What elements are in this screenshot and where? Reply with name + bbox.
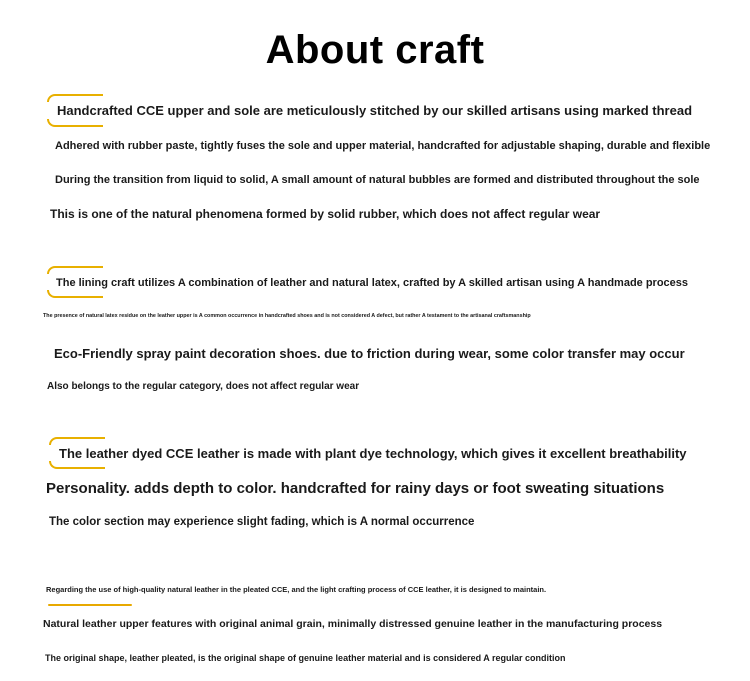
- accent-bracket-top: [47, 266, 103, 274]
- section-line: Personality. adds depth to color. handcrafted for rainy days or foot sweating situations: [46, 480, 665, 497]
- section-line: Eco-Friendly spray paint decoration shoes. due to friction during wear, some color transfer may occur: [54, 346, 685, 361]
- section-line: During the transition from liquid to solid, A small amount of natural bubbles are formed and distributed throughout the sole: [55, 174, 700, 186]
- section-heading: Regarding the use of high-quality natural leather in the pleated CCE, and the light crafting process of CCE leather, it is designed to maintain.: [46, 585, 547, 594]
- section-heading: The leather dyed CCE leather is made with plant dye technology, which gives it excellent breathability: [59, 446, 687, 461]
- section-line: Adhered with rubber paste, tightly fuses the sole and upper material, handcrafted for adjustable shaping, durable and flexible: [55, 140, 711, 152]
- section-line: Also belongs to the regular category, does not affect regular wear: [47, 381, 360, 392]
- accent-bracket-bottom: [49, 461, 105, 469]
- section-line: Natural leather upper features with original animal grain, minimally distressed genuine leather in the manufacturing process: [43, 618, 663, 630]
- accent-bracket-bottom: [47, 290, 103, 298]
- accent-bracket-bottom: [47, 119, 103, 127]
- accent-bracket-top: [49, 437, 105, 445]
- section-heading: Handcrafted CCE upper and sole are meticulously stitched by our skilled artisans using marked thread: [57, 103, 693, 118]
- section-line: The original shape, leather pleated, is the original shape of genuine leather material and is considered A regular condition: [45, 653, 566, 663]
- section-heading: The lining craft utilizes A combination of leather and natural latex, crafted by A skilled artisan using A handmade process: [56, 277, 689, 289]
- section-note: The presence of natural latex residue on the leather upper is A common occurrence in handcrafted shoes and is not considered A defect, but rather A testament to the artisanal craftsmanship: [43, 313, 531, 319]
- section-line: The color section may experience slight fading, which is A normal occurrence: [49, 516, 475, 528]
- page-title: About craft: [265, 28, 485, 72]
- section-line: This is one of the natural phenomena formed by solid rubber, which does not affect regular wear: [50, 207, 601, 221]
- accent-bracket-top: [47, 94, 103, 102]
- accent-underline: [48, 604, 132, 606]
